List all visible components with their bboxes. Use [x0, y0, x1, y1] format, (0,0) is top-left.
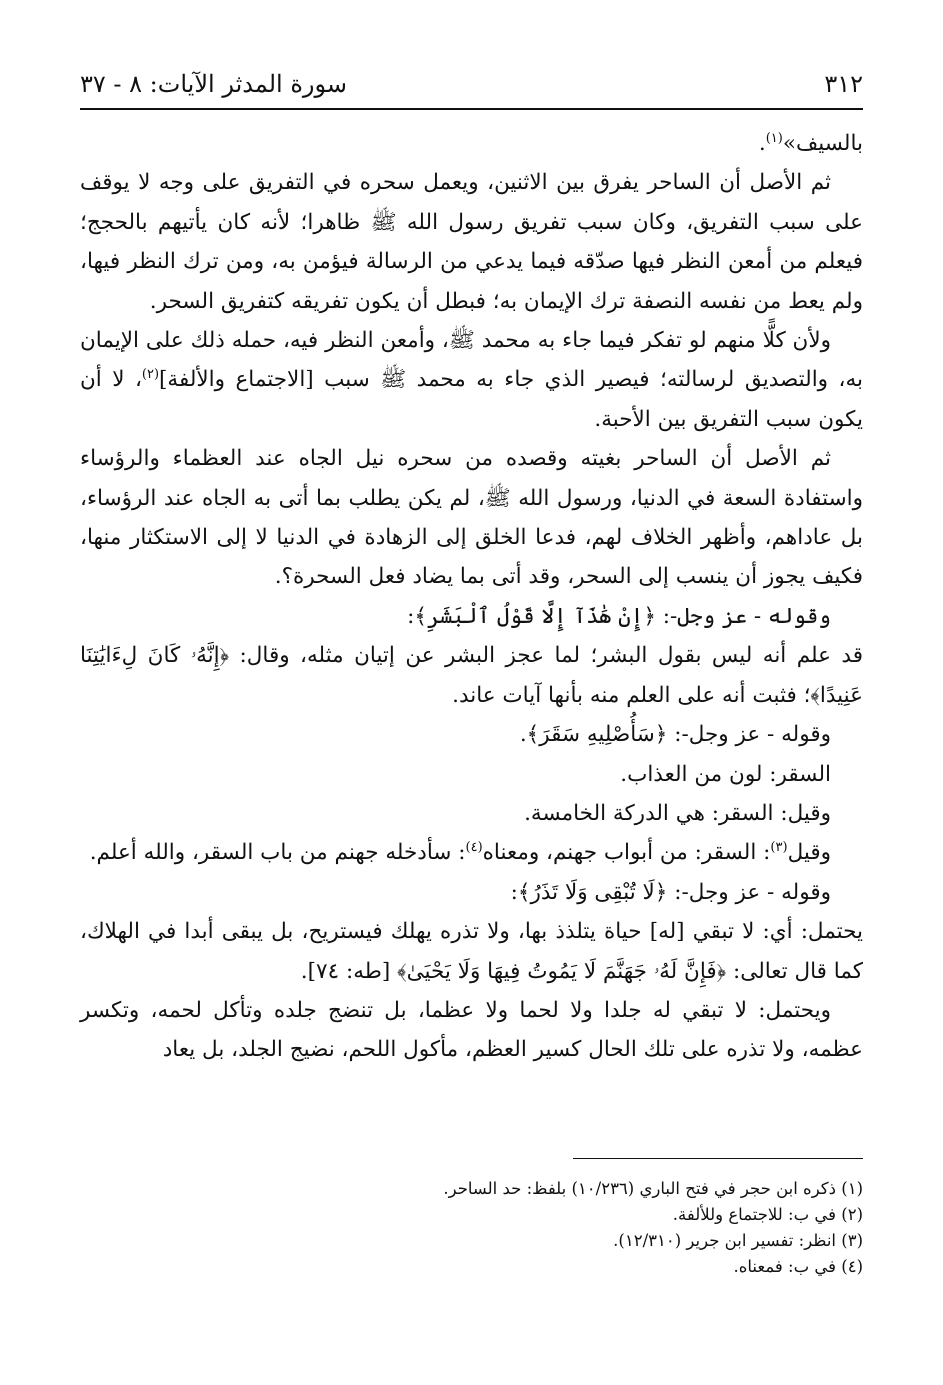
paragraph: وقيل: السقر: هي الدركة الخامسة. — [524, 800, 831, 826]
footnote: (٤) في ب: فمعناه. — [733, 1257, 863, 1276]
footnote-ref[interactable]: (١) — [765, 130, 783, 146]
paragraph: ويحتمل: لا تبقي له جلدا ولا لحما ولا عظما، بل تنضج جلده وتأكل لحمه، وتكسر عظمه، ولا تذره على تلك الحال كسير العظم، مأكول اللحم، نضيج الجلد، بل يعاد — [80, 997, 863, 1063]
paragraph: ثم الأصل أن الساحر بغيته وقصده من سحره نيل الجاه عند العظماء والرؤساء واستفادة السعة في الدنيا، ورسول الله ﷺ، لم يكن يطلب بما أتى به الجاه عند الرؤساء، بل عاداهم، وأظهر الخلاف لهم، فدعا الخلق إلى الزهادة في الدنيا لا إلى الاستكثار منها، فكيف يجوز أن ينسب إلى السحر، وقد أتى بما يضاد فعل السحرة؟. — [80, 446, 863, 590]
paragraph: وقوله - عز وجل-: ﴿لَا تُبْقِى وَلَا تَذَرُ﴾: — [510, 879, 831, 905]
footnote-ref[interactable]: (٤) — [465, 840, 483, 856]
paragraph: يحتمل: أي: لا تبقي [له] حياة يتلذذ بها، ولا تذره يهلك فيستريح، بل يبقى أبدا في الهلاك، كما قال تعالى: ﴿فَإِنَّ لَهُۥ جَهَنَّمَ لَا يَمُوتُ فِيهَا وَلَا يَحْيَىٰ﴾ [طه: ٧٤]. — [80, 919, 863, 984]
paragraph: بالسيف»$^{(١)}$. — [758, 130, 863, 156]
page-header — [80, 64, 863, 104]
header-rule — [80, 108, 863, 110]
footnote: (٣) انظر: تفسير ابن جرير (١٢/٣١٠). — [613, 1231, 863, 1250]
main-text — [80, 124, 863, 1070]
footnote: (١) ذكره ابن حجر في فتح الباري (١٠/٢٣٦) بلفظ: حد الساحر. — [443, 1179, 863, 1198]
footnote-rule — [573, 1158, 863, 1159]
footnote: (٢) في ب: للاجتماع وللألفة. — [672, 1205, 863, 1224]
running-title: سورة المدثر الآيات: ٨ - ٣٧ — [80, 70, 348, 98]
paragraph: السقر: لون من العذاب. — [620, 761, 831, 787]
footnote-ref[interactable]: (٢) — [141, 367, 160, 383]
paragraph: وقيل$^{(٣)}$: السقر: من أبواب جهنم، ومعناه$^{(٤)}$: سأدخله جهنم من باب السقر، والله أعلم. — [89, 840, 831, 866]
paragraph: ولأن كلًّا منهم لو تفكر فيما جاء به محمد ﷺ، وأمعن النظر فيه، حمله ذلك على الإيمان به، والتصديق لرسالته؛ فيصير الذي جاء به محمد ﷺ سبب [الاجتماع والألفة]$^{(٢)}$، لا أن يكون سبب التفريق بين الأحبة. — [80, 328, 863, 432]
paragraph: قد علم أنه ليس بقول البشر؛ لما عجز البشر عن إتيان مثله، وقال: ﴿إِنَّهُۥ كَانَ لِءَايَٰتِنَا عَنِيدًا﴾؛ فثبت أنه على العلم منه بأنها آيات عاند. — [80, 643, 863, 708]
paragraph: وقوله - عز وجل-: ﴿سَأُصْلِيهِ سَقَرَ﴾. — [519, 722, 831, 748]
paragraph: وقوله - عز وجل-: ﴿إِنْ هَٰذَآ إِلَّا قَوْلُ ٱلْبَشَرِ﴾: — [407, 603, 831, 629]
paragraph: ثم الأصل أن الساحر يفرق بين الاثنين، ويعمل سحره في التفريق على وجه لا يوقف على سبب التفريق، وكان سبب تفريق رسول الله ﷺ ظاهرا؛ لأنه كان يأتيهم بالحجج؛ فيعلم من أمعن النظر فيها صدّقه فيما يدعي من الرسالة فيؤمن به، ومن ترك النظر فيها، ولم يعط من نفسه النصفة ترك الإيمان به؛ فبطل أن يكون تفريقه كتفريق السحر. — [80, 170, 863, 314]
page-number: ٣١٢ — [824, 70, 863, 98]
footnotes — [80, 1176, 863, 1280]
footnote-ref[interactable]: (٣) — [770, 840, 788, 856]
